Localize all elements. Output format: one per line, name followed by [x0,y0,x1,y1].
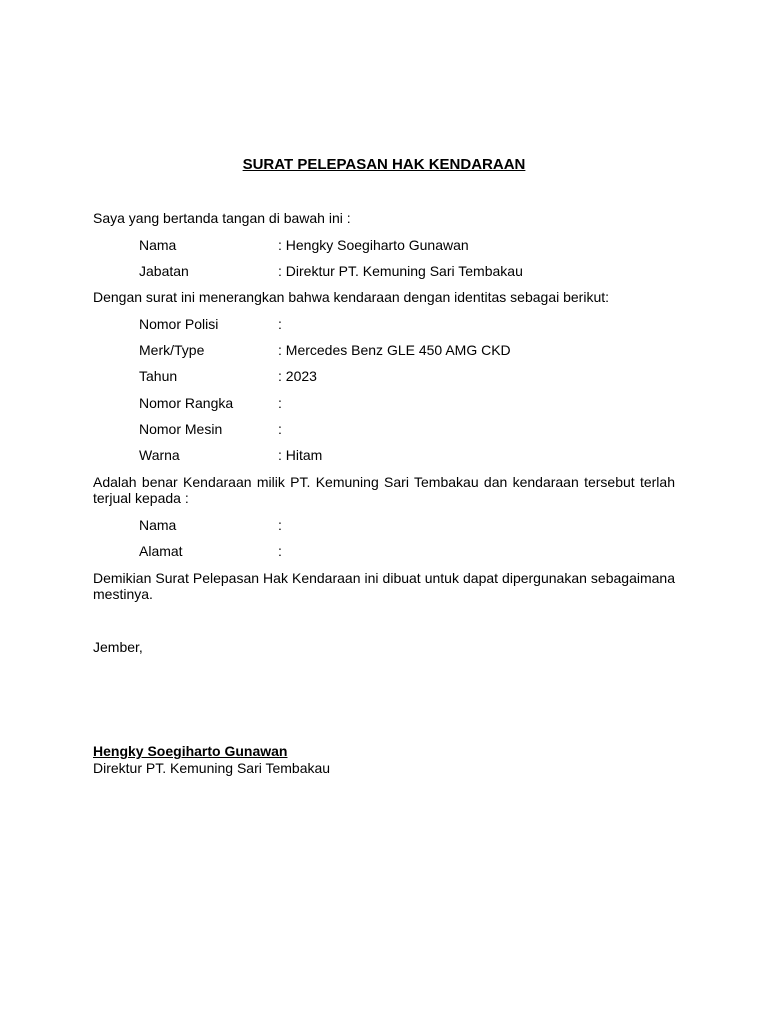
document-title: SURAT PELEPASAN HAK KENDARAAN [242,156,526,173]
signer-name-value: : Hengky Soegiharto Gunawan [278,237,469,253]
vehicle-field-label: Nomor Rangka [139,395,234,411]
vehicle-row [139,447,322,463]
vehicle-row [139,342,511,358]
vehicle-row [139,421,282,437]
buyer-row [139,543,282,559]
buyer-field-label: Nama [139,517,177,533]
vehicle-field-value: : Hitam [278,447,323,463]
signer-name-label: Nama [139,237,177,253]
buyer-row [139,517,282,533]
signer-position-value: : Direktur PT. Kemuning Sari Tembakau [278,263,523,279]
vehicle-row [139,395,282,411]
vehicle-intro-text: Dengan surat ini menerangkan bahwa kendaraan dengan identitas sebagai berikut: [93,289,610,305]
vehicle-field-label: Nomor Mesin [139,421,223,437]
vehicle-row [139,368,317,384]
buyer-field-value: : [278,543,282,559]
vehicle-field-value: : Mercedes Benz GLE 450 AMG CKD [278,342,511,358]
vehicle-field-label: Tahun [139,368,178,384]
intro-text: Saya yang bertanda tangan di bawah ini : [93,210,351,226]
signer-position-label: Jabatan [139,263,189,279]
place-date: Jember, [93,639,143,655]
vehicle-row [139,316,282,332]
signature-name: Hengky Soegiharto Gunawan [93,743,288,759]
vehicle-field-value: : 2023 [278,368,317,384]
buyer-field-value: : [278,517,282,533]
vehicle-field-label: Nomor Polisi [139,316,219,332]
vehicle-field-label: Warna [139,447,180,463]
signature-title: Direktur PT. Kemuning Sari Tembakau [93,760,331,776]
signer-position-row [139,263,523,279]
vehicle-field-value: : [278,421,282,437]
signer-name-row [139,237,469,253]
buyer-field-label: Alamat [139,543,183,559]
vehicle-field-value: : [278,316,282,332]
vehicle-field-label: Merk/Type [139,342,205,358]
vehicle-field-value: : [278,395,282,411]
ownership-statement: Adalah benar Kendaraan milik PT. Kemuning Sari Tembakau dan kendaraan tersebut terlah terjual kepada : [93,474,675,506]
closing-statement: Demikian Surat Pelepasan Hak Kendaraan ini dibuat untuk dapat dipergunakan sebagaimana mestinya. [93,570,675,602]
